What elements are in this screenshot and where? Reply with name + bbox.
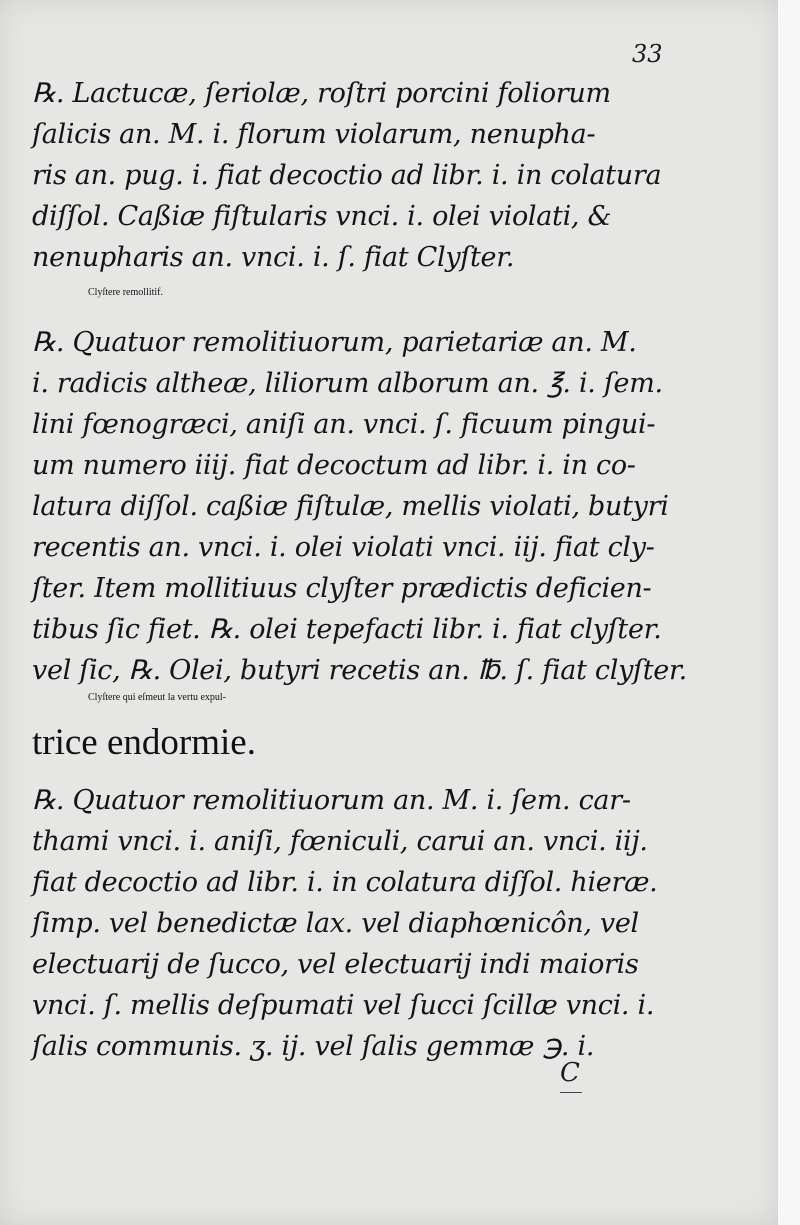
signature-underline (560, 1092, 582, 1093)
page-margin (778, 0, 800, 1225)
text-line: ℞. Quatuor remolitiuorum, parietariæ an. M. (32, 327, 637, 358)
heading-text: Clyſtere remollitif. (88, 287, 163, 298)
text-line: thami vnci. i. aniſi, fœniculi, carui an. vnci. iij. (32, 826, 648, 857)
text-line: ℞. Lactucæ, ſeriolæ, roſtri porcini foliorum (32, 78, 611, 109)
text-line: electuarij de ſucco, vel electuarij indi maioris (32, 949, 639, 980)
section-heading-remollitif (88, 270, 728, 315)
text-line: recentis an. vnci. i. olei violati vnci. iij. fiat cly- (32, 532, 655, 563)
text-line: ris an. pug. i. fiat decoctio ad libr. i. in colatura (32, 160, 662, 191)
text-line: vel ſic, ℞. Olei, butyri recetis an. ℔. ſ. fiat clyſter. (32, 655, 687, 686)
heading-text-line: trice endormie. (32, 722, 256, 763)
section-heading-expultrice-cont (32, 720, 672, 765)
recipe-clyster-lettuce (32, 73, 672, 278)
recipe-clyster-expultrice (32, 780, 672, 1067)
text-line: latura diſſol. caßiæ fiſtulæ, mellis violati, butyri (32, 491, 669, 522)
page-number: 33 (632, 40, 663, 68)
text-line: i. radicis altheæ, liliorum alborum an. ℥. i. ſem. (32, 368, 663, 399)
text-line: um numero iiij. fiat decoctum ad libr. i. in co- (32, 450, 636, 481)
heading-text-line: Clyſtere qui eſmeut la vertu expul- (88, 692, 227, 703)
text-line: ſimp. vel benedictæ lax. vel diaphœnicôn, vel (32, 908, 639, 939)
section-heading-expultrice (88, 675, 728, 720)
text-line: lini fœnogræci, aniſi an. vnci. ſ. ficuum pingui- (32, 409, 656, 440)
text-line: ſalicis an. M. i. florum violarum, nenupha- (32, 119, 596, 150)
text-line: ℞. Quatuor remolitiuorum an. M. i. ſem. car- (32, 785, 631, 816)
text-line: ſter. Item mollitiuus clyſter prædictis deficien- (32, 573, 652, 604)
text-line: vnci. ſ. mellis deſpumati vel ſucci ſcillæ vnci. i. (32, 990, 655, 1021)
text-line: diſſol. Caßiæ fiſtularis vnci. i. olei violati, & (32, 201, 612, 232)
recipe-clyster-remollitif (32, 322, 687, 691)
text-line: ſalis communis. ʒ. ij. vel ſalis gemmæ ℈. i. (32, 1031, 595, 1062)
text-line: tibus ſic fiet. ℞. olei tepefacti libr. i. fiat clyſter. (32, 614, 662, 645)
text-line: nenupharis an. vnci. i. ſ. fiat Clyſter. (32, 242, 515, 273)
text-line: fiat decoctio ad libr. i. in colatura diſſol. hieræ. (32, 867, 658, 898)
signature-mark: C (560, 1058, 580, 1088)
